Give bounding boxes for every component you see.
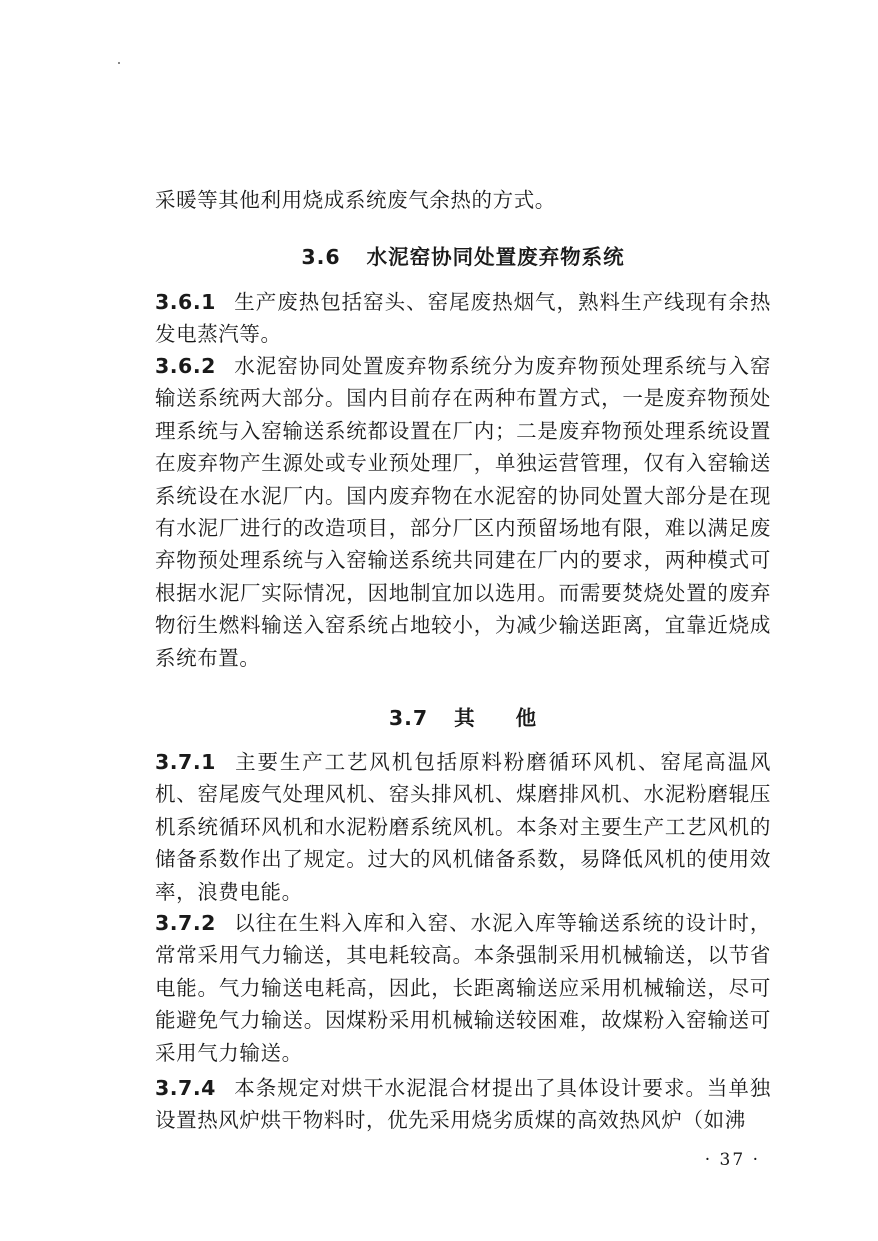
clause-text: 以往在生料入库和入窑、水泥入库等输送系统的设计时，常常采用气力输送，其电耗较高。本条强制采用机械输送，以节省电能。气力输送电耗高，因此，长距离输送应采用机械输送，尽可能避免气力输送。因煤粉采用机械输送较困难，故煤粉入窑输送可采用气力输送。	[155, 911, 771, 1065]
clause-number: 3.7.1	[155, 750, 216, 774]
clause-number: 3.6.2	[155, 354, 216, 378]
section-heading-3-6	[155, 240, 771, 270]
section-number: 3.7	[388, 706, 429, 730]
section-title-part-1: 其	[454, 706, 476, 730]
clause-3-7-1	[155, 746, 771, 908]
clause-3-7-4	[155, 1072, 771, 1137]
clause-text: 本条规定对烘干水泥混合材提出了具体设计要求。当单独设置热风炉烘干物料时，优先采用烧劣质煤的高效热风炉（如沸	[155, 1076, 771, 1133]
page-number: · 37 ·	[704, 1150, 760, 1170]
clause-3-6-1	[155, 286, 771, 351]
clause-number: 3.6.1	[155, 290, 216, 314]
clause-text: 主要生产工艺风机包括原料粉磨循环风机、窑尾高温风机、窑尾废气处理风机、窑头排风机、煤磨排风机、水泥粉磨辊压机系统循环风机和水泥粉磨系统风机。本条对主要生产工艺风机的储备系数作出了规定。过大的风机储备系数，易降低风机的使用效率，浪费电能。	[155, 750, 771, 904]
section-title: 水泥窑协同处置废弃物系统	[366, 245, 625, 269]
section-heading-3-7	[155, 701, 771, 731]
section-number: 3.6	[301, 245, 341, 269]
intro-line: 采暖等其他利用烧成系统废气余热的方式。	[155, 188, 556, 212]
clause-number: 3.7.4	[155, 1076, 216, 1100]
section-title-part-2: 他	[515, 706, 538, 730]
clause-3-6-2	[155, 350, 771, 674]
clause-number: 3.7.2	[155, 911, 216, 935]
clause-text: 生产废热包括窑头、窑尾废热烟气，熟料生产线现有余热发电蒸汽等。	[155, 290, 771, 347]
clause-text: 水泥窑协同处置废弃物系统分为废弃物预处理系统与入窑输送系统两大部分。国内目前存在两种布置方式，一是废弃物预处理系统与入窑输送系统都设置在厂内；二是废弃物预处理系统设置在废弃物产生源处或专业预处理厂，单独运营管理，仅有入窑输送系统设在水泥厂内。国内废弃物在水泥窑的协同处置大部分是在现有水泥厂进行的改造项目，部分厂区内预留场地有限，难以满足废弃物预处理系统与入窑输送系统共同建在厂内的要求，两种模式可根据水泥厂实际情况，因地制宜加以选用。而需要焚烧处置的废弃物衍生燃料输送入窑系统占地较小，为减少输送距离，宜靠近烧成系统布置。	[155, 354, 771, 670]
clause-3-7-2	[155, 907, 771, 1069]
scan-speck	[118, 62, 120, 64]
